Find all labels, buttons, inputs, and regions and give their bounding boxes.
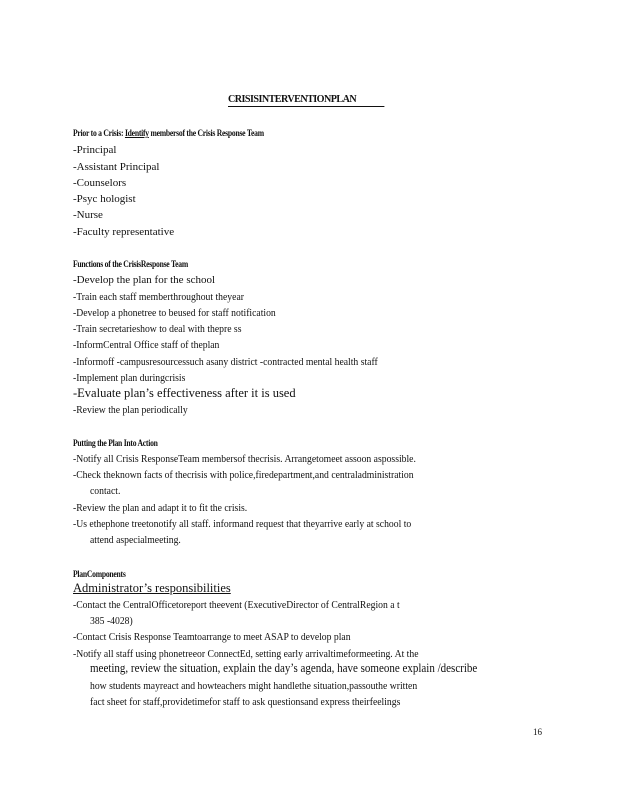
- list-item: -Contact Crisis Response Teamtoarrange to meet ASAP to develop plan: [73, 631, 351, 643]
- prior-heading-suffix: membersof the Crisis Response Team: [150, 128, 264, 138]
- list-item: -Check theknown facts of thecrisis with police,firedepartment,and centraladministration: [73, 469, 414, 481]
- list-item: -Develop a phonetree to beused for staff notification: [73, 307, 276, 319]
- list-item-continuation: how students mayreact and howteachers might handlethe situation,passouthe written: [90, 680, 418, 692]
- components-heading: PlanComponents: [73, 569, 126, 579]
- list-item: -Contact the CentralOfficetoreport theevent (ExecutiveDirector of CentralRegion a t: [73, 599, 400, 611]
- list-item: -Psyc hologist: [73, 193, 136, 205]
- list-item: -Faculty representative: [73, 226, 175, 238]
- list-item: -Informoff -campusresourcessuch asany district -contracted mental health staff: [73, 356, 378, 368]
- list-item: -Assistant Principal: [73, 161, 160, 173]
- list-item: -Train each staff memberthroughout theyear: [73, 291, 244, 303]
- list-item: -Us ethephone treetonotify all staff. informand request that theyarrive early at school to: [73, 518, 412, 530]
- prior-heading-underlined: Identify: [124, 128, 149, 138]
- components-subheading: Administrator’s responsibilities: [73, 581, 231, 595]
- list-item: -Train secretarieshow to deal with thepre ss: [73, 323, 242, 335]
- list-item: -Evaluate plan’s effectiveness after it is used: [73, 386, 296, 400]
- list-item: -Review the plan and adapt it to fit the crisis.: [73, 502, 248, 514]
- functions-heading: Functions of the CrisisResponse Team: [73, 259, 188, 269]
- list-item-continuation: meeting, review the situation, explain the day’s agenda, have someone explain /describe: [90, 661, 478, 675]
- prior-heading-prefix: Prior to a Crisis:: [73, 128, 124, 138]
- page-title: CRISISINTERVENTIONPLAN: [228, 93, 384, 107]
- list-item: -Notify all Crisis ResponseTeam membersof thecrisis. Arrangetomeet assoon aspossible.: [73, 453, 416, 465]
- list-item: -Principal: [73, 144, 117, 156]
- list-item: -Counselors: [73, 177, 127, 189]
- list-item-continuation: contact.: [90, 485, 121, 497]
- list-item: -Develop the plan for the school: [73, 274, 216, 286]
- list-item: -Review the plan periodically: [73, 404, 188, 416]
- list-item: -InformCentral Office staff of theplan: [73, 339, 220, 351]
- page-number: 16: [533, 727, 542, 737]
- list-item: -Implement plan duringcrisis: [73, 372, 186, 384]
- action-heading: Putting the Plan Into Action: [73, 438, 158, 448]
- list-item-continuation: attend aspecialmeeting.: [90, 534, 181, 546]
- list-item: -Notify all staff using phonetreeor ConnectEd, setting early arrivaltimeformeeting. At the: [73, 648, 419, 660]
- list-item-continuation: fact sheet for staff,providetimefor staff to ask questionsand express theirfeelings: [90, 696, 401, 708]
- list-item: -Nurse: [73, 209, 103, 221]
- prior-heading: [73, 128, 264, 138]
- list-item-continuation: 385 -4028): [90, 615, 133, 627]
